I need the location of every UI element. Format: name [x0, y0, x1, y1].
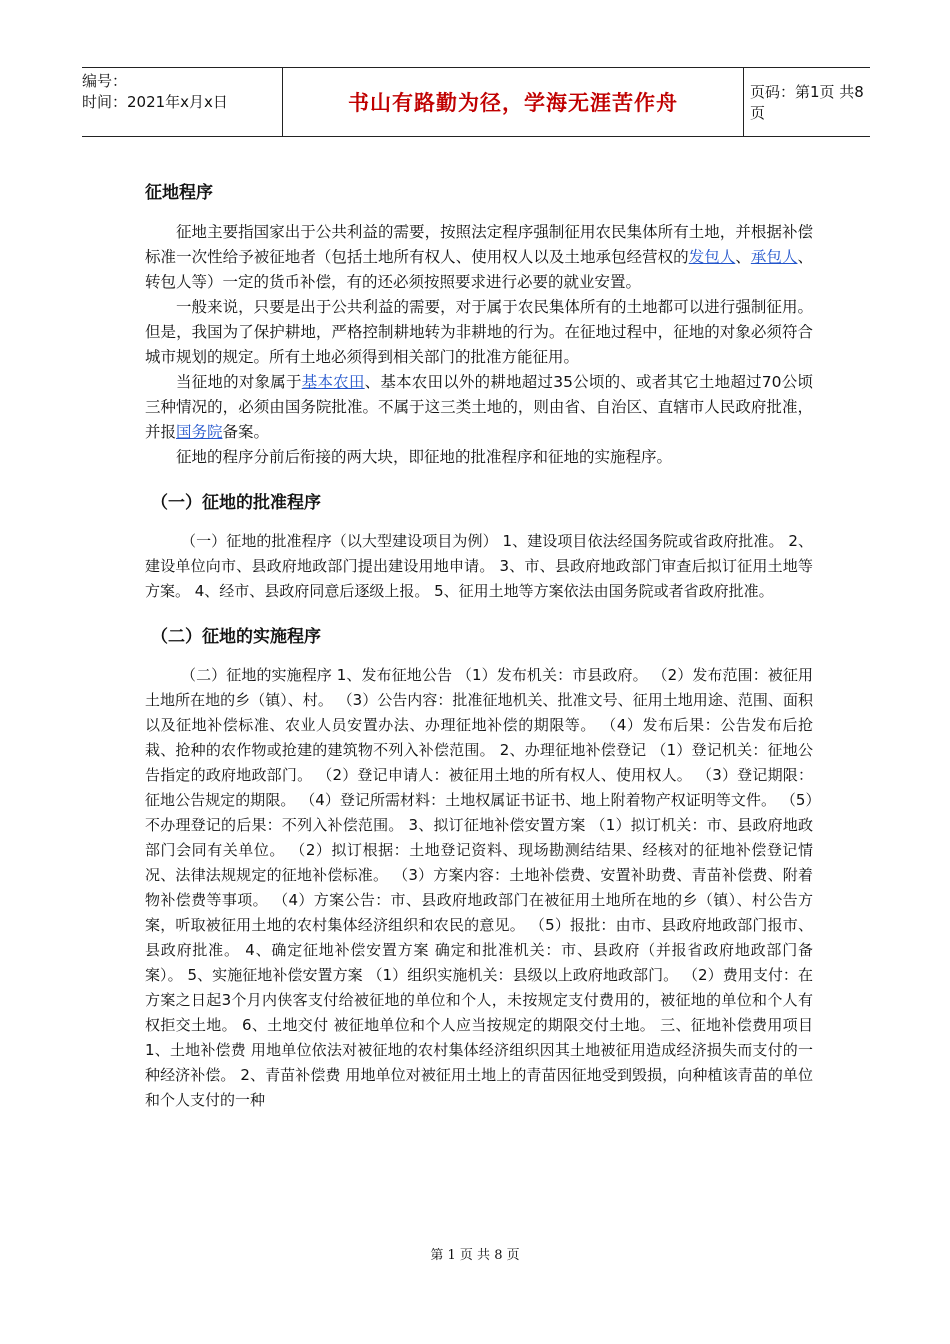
- page-footer: 第 1 页 共 8 页: [430, 1248, 520, 1263]
- link-guowuyuan[interactable]: 国务院: [176, 423, 223, 441]
- header-left-cell: [82, 68, 282, 139]
- page-header: [82, 67, 870, 137]
- paragraph-general: 一般来说，只要是出于公共利益的需要，对于属于农民集体所有的土地都可以进行强制征用。但是，我国为了保护耕地，严格控制耕地转为非耕地的行为。在征地过程中，征地的对象必须符合城市规划的规定。所有土地必须得到相关部门的批准方能征用。: [145, 298, 813, 366]
- paragraph-text: 征地主要指国家出于公共利益的需要，按照法定程序强制征用农民集体所有土地，并根据补偿标准一次性给予被征地者（包括土地所有权人、使用权人以及土地承包经营权的: [145, 223, 813, 266]
- section-body-implementation: （二）征地的实施程序 1、发布征地公告 （1）发布机关：市县政府。 （2）发布范围：被征用土地所在地的乡（镇）、村。 （3）公告内容：批准征地机关、批准文号、征用土地用途、范围、面积以及征地补偿标准、农业人员安置办法、办理征地补偿的期限等。 （4）发布后果：公告发布后抢栽、抢种的农作物或抢建的建筑物不列入补偿范围。 2、办理征地补偿登记 （1）登记机关：征地公告指定的政府地政部门。 （2）登记申请人：被征用土地的所有权人、使用权人。 （3）登记期限：征地公告规定的期限。 （4）登记所需材料：土地权属证书证书、地上附着物产权证明等文件。 （5）不办理登记的后果：不列入补偿范围。 3、拟订征地补偿安置方案 （1）拟订机关：市、县政府地政部门会同有关单位。 （2）拟订根据：土地登记资料、现场勘测结结果、经核对的征地补偿登记情况、法律法规规定的征地补偿标准。 （3）方案内容：土地补偿费、安置补助费、青苗补偿费、附着物补偿费等事项。 （4）方案公告：市、县政府地政部门在被征用土地所在地的乡（镇）、村公告方案，听取被征用土地的农村集体经济组织和农民的意见。 （5）报批：由市、县政府地政部门报市、县政府批准。 4、确定征地补偿安置方案 确定和批准机关：市、县政府（并报省政府地政部门备案）。 5、实施征地补偿安置方案 （1）组织实施机关：县级以上政府地政部门。 （2）费用支付：在方案之日起3个月内侠客支付给被征地的单位和个人，未按规定支付费用的，被征地的单位和个人有权拒交土地。 6、土地交付 被征地单位和个人应当按规定的期限交付土地。 三、征地补偿费用项目 1、土地补偿费 用地单位依法对被征地的农村集体经济组织因其土地被征用造成经济损失而支付的一种经济补偿。 2、青苗补偿费 用地单位对被征用土地上的青苗因征地受到毁损，向种植该青苗的单位和个人支付的一种: [145, 666, 813, 1109]
- section-body-approval: （一）征地的批准程序（以大型建设项目为例） 1、建设项目依法经国务院或省政府批准。 2、建设单位向市、县政府地政部门提出建设用地申请。 3、市、县政府地政部门审查后拟订征用土地等方案。 4、经市、县政府同意后逐级上报。 5、征用土地等方案依法由国务院或者省政府批准。: [145, 532, 813, 600]
- header-motto: 书山有路勤为径，学海无涯苦作舟: [282, 68, 744, 136]
- paragraph-text: 、基本农田以外的耕地超过35公顷的、或者其它土地超过70公顷三种情况的，必须由国务院批准。不属于这三类土地的，则由省、自治区、直辖市人民政府批准，并报: [145, 373, 813, 441]
- link-jibennongtian[interactable]: 基本农田: [301, 373, 365, 391]
- paragraph-text: 备案。: [222, 423, 270, 441]
- document-number-label: 编号：: [82, 72, 128, 90]
- paragraph-text: 当征地的对象属于: [176, 373, 302, 391]
- section-heading-approval: （一）征地的批准程序: [151, 493, 321, 513]
- paragraph-text: 、转包人等）一定的货币补偿，有的还必须按照要求进行必要的就业安置。: [145, 248, 813, 291]
- document-body: [145, 170, 813, 1113]
- document-time-label: 时间：2021年x月x日: [82, 93, 228, 111]
- link-fabaoren[interactable]: 发包人: [688, 248, 736, 266]
- header-page-info: 页码：第1页 共8页: [750, 83, 864, 122]
- separator-text: 、: [735, 248, 751, 266]
- paragraph-definition: [145, 220, 813, 295]
- section-heading-implementation: （二）征地的实施程序: [151, 627, 321, 647]
- paragraph-overview: 征地的程序分前后衔接的两大块，即征地的批准程序和征地的实施程序。: [176, 448, 673, 466]
- paragraph-approval-authority: [145, 370, 813, 445]
- document-title: 征地程序: [145, 183, 213, 203]
- link-chengbaoren[interactable]: 承包人: [750, 248, 798, 266]
